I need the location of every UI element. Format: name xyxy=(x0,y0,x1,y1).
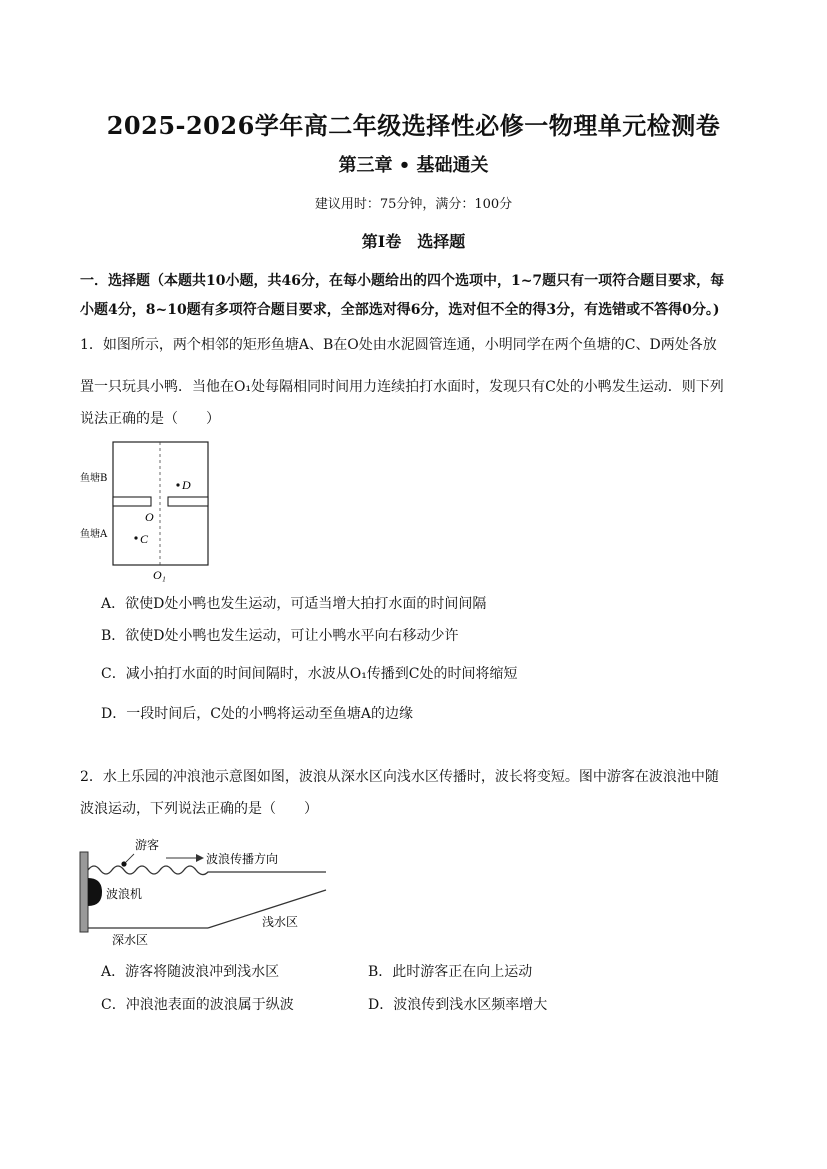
label-pond-b: 鱼塘B xyxy=(80,473,108,484)
timing-info: 建议用时：75分钟，满分：100分 xyxy=(314,197,513,212)
q1-stem-line-3: 说法正确的是（ ） xyxy=(80,411,220,427)
q1-stem-line-2: 置一只玩具小鸭．当他在O₁处每隔相同时间用力连续拍打水面时，发现只有C处的小鸭发生运动．则下列 xyxy=(80,379,724,395)
wave-machine-shape xyxy=(88,878,102,906)
label-point-o: O xyxy=(145,510,154,524)
q2-option-c: C．冲浪池表面的波浪属于纵波 xyxy=(101,997,294,1013)
label-direction: 波浪传播方向 xyxy=(206,852,279,866)
paper-subtitle: 第三章 • 基础通关 xyxy=(338,155,489,176)
label-pond-a: 鱼塘A xyxy=(80,529,108,540)
q2-wave-pool-figure xyxy=(78,832,338,952)
q2-option-b: B．此时游客正在向上运动 xyxy=(368,964,533,980)
q2-stem-line-1: 2．水上乐园的冲浪池示意图如图，波浪从深水区向浅水区传播时，波长将变短。图中游客在波浪池中随 xyxy=(80,769,719,785)
pool-wall xyxy=(80,852,88,932)
label-shallow: 浅水区 xyxy=(262,915,299,929)
tourist-pointer xyxy=(126,854,134,862)
label-point-d: D xyxy=(182,478,191,492)
label-wave-machine: 波浪机 xyxy=(106,887,143,901)
paper-title: 2025-2026学年高二年级选择性必修一物理单元检测卷 xyxy=(106,111,721,140)
q1-pond-figure xyxy=(80,437,220,582)
label-point-c: C xyxy=(140,532,149,546)
q1-stem-line-1: 1．如图所示，两个相邻的矩形鱼塘A、B在O处由水泥圆管连通，小明同学在两个鱼塘的C、D两处各放 xyxy=(80,337,717,353)
q2-option-d: D．波浪传到浅水区频率增大 xyxy=(368,997,548,1013)
partition-right xyxy=(168,497,208,506)
label-deep: 深水区 xyxy=(112,933,149,947)
q2-stem-line-2: 波浪运动，下列说法正确的是（ ） xyxy=(80,801,318,817)
direction-arrow-head xyxy=(196,854,204,862)
water-surface-wave xyxy=(88,866,326,875)
q1-option-a: A．欲使D处小鸭也发生运动，可适当增大拍打水面的时间间隔 xyxy=(101,596,487,612)
q1-option-b: B．欲使D处小鸭也发生运动，可让小鸭水平向右移动少许 xyxy=(101,628,459,644)
q1-option-c: C．减小拍打水面的时间间隔时，水波从O₁传播到C处的时间将缩短 xyxy=(101,666,518,682)
tourist-dot xyxy=(121,861,126,866)
label-tourist: 游客 xyxy=(135,838,160,852)
instructions-line-2: 小题4分，8~10题有多项符合题目要求，全部选对得6分，选对但不全的得3分，有选错或不答得0分。) xyxy=(80,302,720,318)
q1-option-d: D．一段时间后，C处的小鸭将运动至鱼塘A的边缘 xyxy=(101,706,414,722)
instructions-line-1: 一．选择题（本题共10小题，共46分，在每小题给出的四个选项中，1~7题只有一项符合题目要求，每 xyxy=(80,273,725,289)
q2-option-a: A．游客将随波浪冲到浅水区 xyxy=(101,964,280,980)
point-d-dot xyxy=(176,483,179,486)
label-point-o1: O₁ xyxy=(153,568,166,582)
point-c-dot xyxy=(134,536,137,539)
partition-left xyxy=(113,497,151,506)
section-title: 第Ⅰ卷 选择题 xyxy=(361,232,466,251)
